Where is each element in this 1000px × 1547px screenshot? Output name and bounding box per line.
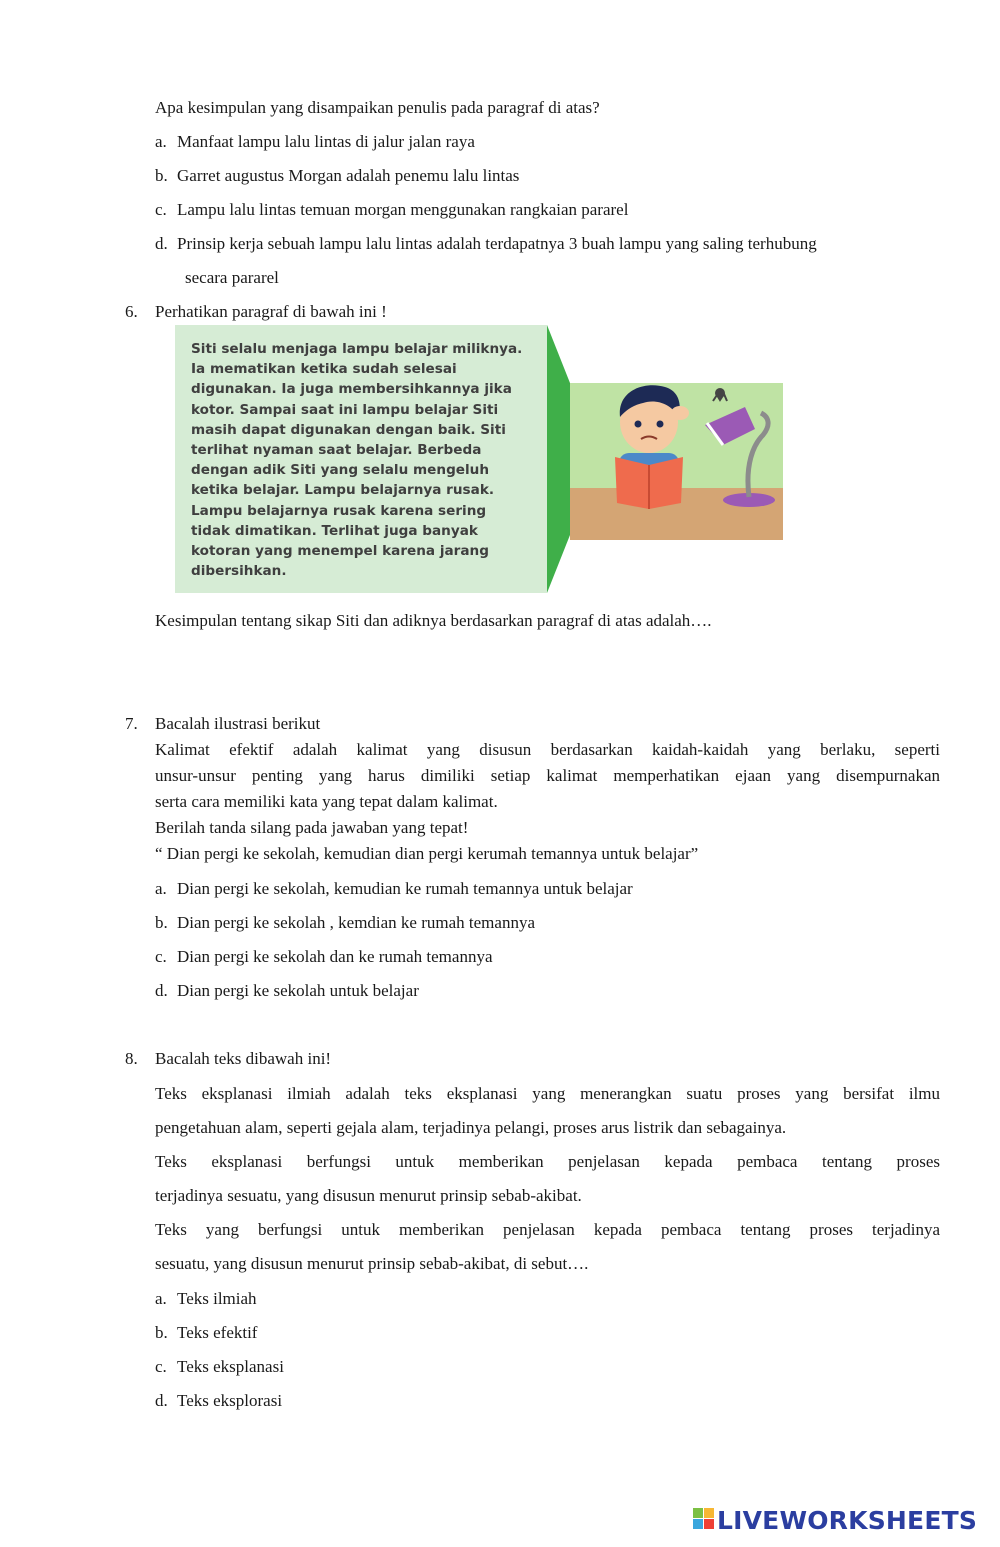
story-line: Lampu belajarnya rusak karena sering [191,502,487,519]
liveworksheets-logo-icon [693,1506,715,1532]
q8-paragraph-line: Teks eksplanasi ilmiah adalah teks eksplanasi yang menerangkan suatu proses yang bersifat ilmu [155,1084,940,1103]
option-letter: a. [155,879,167,898]
option-text: Lampu lalu lintas temuan morgan menggunakan rangkaian pararel [177,200,629,219]
option-letter: d. [155,234,168,253]
option-letter: b. [155,1323,168,1342]
option-letter: d. [155,981,168,1000]
option-letter: a. [155,1289,167,1308]
q7-option-b[interactable] [155,913,535,933]
q5-option-d-continuation: secara pararel [185,268,279,287]
option-text: Teks efektif [177,1323,258,1342]
q7-quote: “ Dian pergi ke sekolah, kemudian dian pergi kerumah temannya untuk belajar” [155,844,699,863]
q5-question: Apa kesimpulan yang disampaikan penulis pada paragraf di atas? [155,98,600,117]
option-text: Garret augustus Morgan adalah penemu lalu lintas [177,166,520,185]
option-letter: d. [155,1391,168,1410]
story-illustration [175,325,785,595]
q6-number: 6. [125,302,138,321]
story-line: terlihat nyaman saat belajar. Berbeda [191,442,482,459]
option-text: Dian pergi ke sekolah dan ke rumah temannya [177,947,493,966]
brand-name: LIVEWORKSHEETS [717,1506,978,1535]
q5-option-c[interactable] [155,200,628,220]
option-letter: c. [155,1357,167,1376]
option-text: Manfaat lampu lalu lintas di jalur jalan raya [177,132,475,151]
q6-prompt: Perhatikan paragraf di bawah ini ! [155,302,387,321]
q5-option-a[interactable] [155,132,475,152]
option-letter: b. [155,166,168,185]
q8-option-d[interactable] [155,1391,282,1411]
option-letter: a. [155,132,167,151]
q7-paragraph-line: serta cara memiliki kata yang tepat dalam kalimat. [155,792,498,811]
q8-option-b[interactable] [155,1323,257,1343]
story-line: kotoran yang menempel karena jarang [191,543,489,560]
option-text: Teks ilmiah [177,1289,257,1308]
q8-option-c[interactable] [155,1357,284,1377]
story-line: tidak dimatikan. Terlihat juga banyak [191,522,478,539]
q8-paragraph-line: pengetahuan alam, seperti gejala alam, terjadinya pelangi, proses arus listrik dan sebagainya. [155,1118,787,1137]
story-line: kotor. Sampai saat ini lampu belajar Siti [191,401,499,418]
story-line: dibersihkan. [191,563,287,580]
q8-prompt: Bacalah teks dibawah ini! [155,1049,332,1068]
q7-option-c[interactable] [155,947,493,967]
q7-prompt: Bacalah ilustrasi berikut [155,714,321,733]
liveworksheets-logo[interactable] [693,1506,977,1536]
q8-paragraph-line: terjadinya sesuatu, yang disusun menurut prinsip sebab-akibat. [155,1186,582,1205]
option-letter: b. [155,913,168,932]
story-line: Siti selalu menjaga lampu belajar miliknya. [191,341,523,357]
option-letter: c. [155,200,167,219]
q7-number: 7. [125,714,138,733]
q8-paragraph-line: sesuatu, yang disusun menurut prinsip sebab-akibat, di sebut…. [155,1254,589,1273]
q6-question: Kesimpulan tentang sikap Siti dan adiknya berdasarkan paragraf di atas adalah…. [155,611,712,630]
q7-paragraph-line: unsur-unsur penting yang harus dimiliki setiap kalimat memperhatikan ejaan yang disempurnakan [155,766,940,785]
q7-option-d[interactable] [155,981,419,1001]
q7-paragraph-line: Kalimat efektif adalah kalimat yang disusun berdasarkan kaidah-kaidah yang berlaku, seperti [155,740,940,759]
option-letter: c. [155,947,167,966]
q8-paragraph-line: Teks eksplanasi berfungsi untuk memberikan penjelasan kepada pembaca tentang proses [155,1152,940,1171]
q8-number: 8. [125,1049,138,1068]
q8-option-a[interactable] [155,1289,257,1309]
story-line: digunakan. Ia juga membersihkannya jika [191,381,512,398]
illustration-scene [175,325,785,595]
q7-option-a[interactable] [155,879,633,899]
story-line: Ia mematikan ketika sudah selesai [191,361,457,378]
option-text: Dian pergi ke sekolah untuk belajar [177,981,419,1000]
q5-option-b[interactable] [155,166,519,186]
story-line: masih dapat digunakan dengan baik. Siti [191,421,506,438]
option-text: Prinsip kerja sebuah lampu lalu lintas adalah terdapatnya 3 buah lampu yang saling terhubung [177,234,817,253]
option-text: Dian pergi ke sekolah, kemudian ke rumah temannya untuk belajar [177,879,633,898]
option-text: Teks eksplanasi [177,1357,284,1376]
arrow-connector [547,325,570,593]
q5-option-d[interactable] [155,234,817,254]
story-line: dengan adik Siti yang selalu mengeluh [191,462,490,479]
option-text: Teks eksplorasi [177,1391,283,1410]
q8-paragraph-line: Teks yang berfungsi untuk memberikan penjelasan kepada pembaca tentang proses terjadinya [155,1220,940,1239]
option-text: Dian pergi ke sekolah , kemdian ke rumah temannya [177,913,535,932]
q7-instruction: Berilah tanda silang pada jawaban yang tepat! [155,818,469,837]
story-line: ketika belajar. Lampu belajarnya rusak. [191,482,495,499]
